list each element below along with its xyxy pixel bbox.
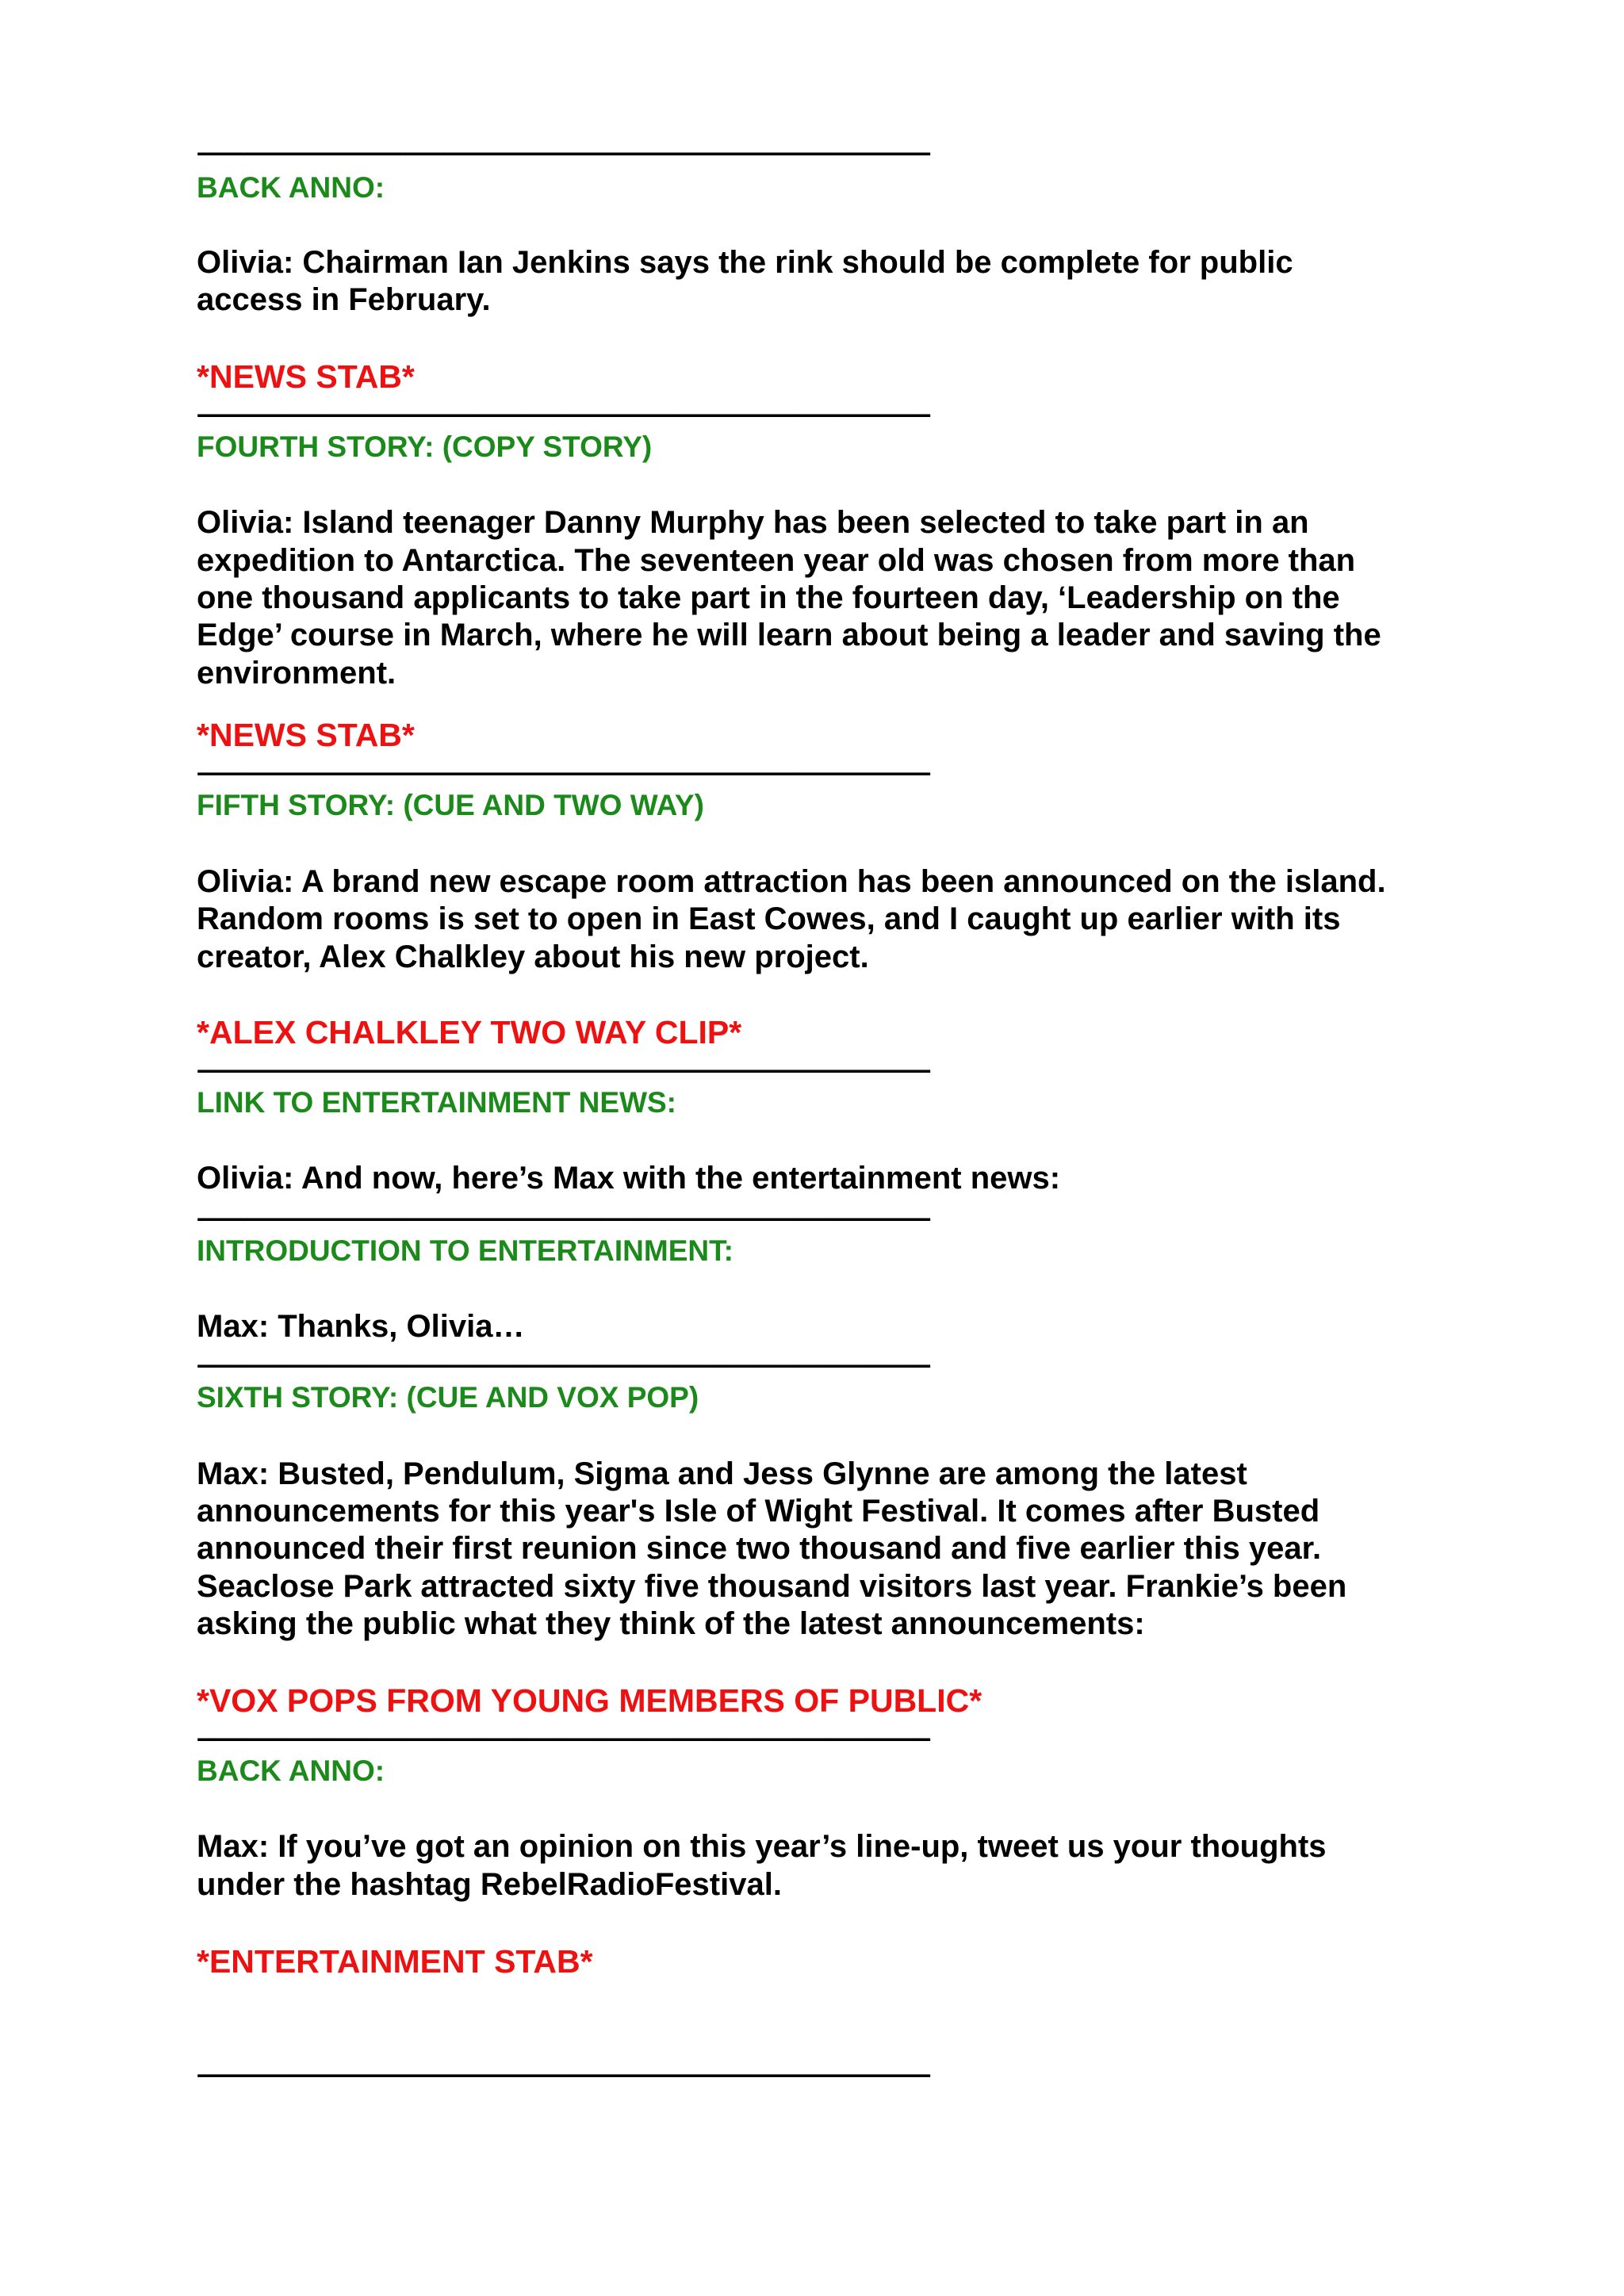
script-line: Edge’ course in March, where he will learn about being a leader and saving the <box>197 618 1381 652</box>
cue-news-stab: *NEWS STAB* <box>197 717 415 753</box>
script-line: Random rooms is set to open in East Cowes, and I caught up earlier with its <box>197 901 1341 936</box>
section-heading-fifth-story: FIFTH STORY: (CUE AND TWO WAY) <box>197 789 704 821</box>
script-line: Seaclose Park attracted sixty five thousand visitors last year. Frankie’s been <box>197 1569 1347 1604</box>
script-line: announcements for this year's Isle of Wight Festival. It comes after Busted <box>197 1494 1320 1529</box>
script-line: access in February. <box>197 282 491 317</box>
script-line: expedition to Antarctica. The seventeen year old was chosen from more than <box>197 543 1356 578</box>
divider-rule: -------------------------------------------------------------------------------------------------------------------------------------- <box>197 1058 929 1082</box>
divider-rule: -------------------------------------------------------------------------------------------------------------------------------------- <box>197 2063 929 2087</box>
script-line: announced their first reunion since two thousand and five earlier this year. <box>197 1531 1322 1566</box>
section-heading-sixth-story: SIXTH STORY: (CUE AND VOX POP) <box>197 1381 699 1414</box>
script-line: asking the public what they think of the latest announcements: <box>197 1606 1145 1641</box>
script-line: Olivia: Chairman Ian Jenkins says the rink should be complete for public <box>197 245 1293 280</box>
script-line: Max: Busted, Pendulum, Sigma and Jess Glynne are among the latest <box>197 1456 1247 1491</box>
cue-news-stab: *NEWS STAB* <box>197 358 415 395</box>
cue-two-way-clip: *ALEX CHALKLEY TWO WAY CLIP* <box>197 1014 742 1050</box>
cue-entertainment-stab: *ENTERTAINMENT STAB* <box>197 1943 593 1980</box>
divider-rule: -------------------------------------------------------------------------------------------------------------------------------------- <box>197 1207 929 1230</box>
divider-rule: -------------------------------------------------------------------------------------------------------------------------------------- <box>197 1353 929 1377</box>
divider-rule: -------------------------------------------------------------------------------------------------------------------------------------- <box>197 141 929 165</box>
section-heading-back-anno: BACK ANNO: <box>197 171 385 204</box>
section-heading-back-anno: BACK ANNO: <box>197 1755 385 1787</box>
divider-rule: -------------------------------------------------------------------------------------------------------------------------------------- <box>197 1727 929 1751</box>
divider-rule: -------------------------------------------------------------------------------------------------------------------------------------- <box>197 761 929 785</box>
script-line: environment. <box>197 656 396 691</box>
script-line: Max: Thanks, Olivia… <box>197 1309 525 1344</box>
section-heading-fourth-story: FOURTH STORY: (COPY STORY) <box>197 430 653 463</box>
script-line: Olivia: Island teenager Danny Murphy has been selected to take part in an <box>197 505 1309 540</box>
script-line: creator, Alex Chalkley about his new project. <box>197 939 869 974</box>
section-heading-link: LINK TO ENTERTAINMENT NEWS: <box>197 1086 676 1119</box>
script-line: Olivia: A brand new escape room attraction has been announced on the island. <box>197 864 1386 899</box>
script-line: Max: If you’ve got an opinion on this year’s line-up, tweet us your thoughts <box>197 1829 1327 1864</box>
script-line: one thousand applicants to take part in the fourteen day, ‘Leadership on the <box>197 580 1340 615</box>
section-heading-introduction: INTRODUCTION TO ENTERTAINMENT: <box>197 1234 733 1267</box>
cue-vox-pops: *VOX POPS FROM YOUNG MEMBERS OF PUBLIC* <box>197 1682 982 1719</box>
divider-rule: -------------------------------------------------------------------------------------------------------------------------------------- <box>197 403 929 427</box>
script-line: under the hashtag RebelRadioFestival. <box>197 1867 782 1902</box>
script-line: Olivia: And now, here’s Max with the entertainment news: <box>197 1161 1061 1196</box>
